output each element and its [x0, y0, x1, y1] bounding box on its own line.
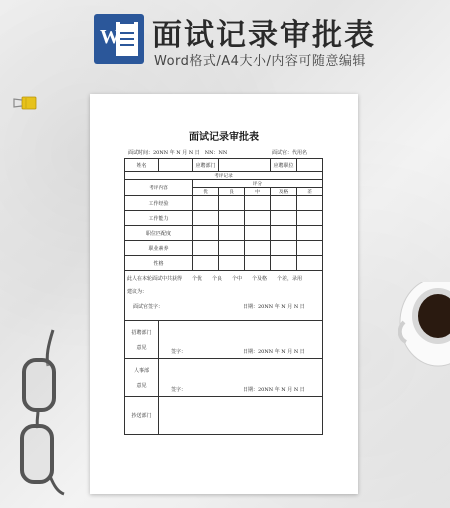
- suggestion-label: 建议为：: [127, 289, 148, 295]
- word-icon: [94, 14, 144, 64]
- score-cell[interactable]: [245, 226, 271, 241]
- criterion-professionalism: 职业素养: [125, 241, 193, 256]
- score-cell[interactable]: [219, 211, 245, 226]
- hr-date: 日期：20NN 年 N 月 N 日: [243, 387, 305, 393]
- score-cell[interactable]: [245, 211, 271, 226]
- hiring-dept-signature: 签字：: [171, 349, 187, 355]
- hiring-dept-opinion-field[interactable]: [159, 321, 323, 359]
- score-cell[interactable]: [271, 196, 297, 211]
- hiring-dept-label: 招聘部门: [131, 329, 152, 336]
- hiring-dept-opinion-label: [125, 321, 159, 359]
- score-cell[interactable]: [297, 226, 323, 241]
- eval-content-header: 考评内容: [125, 180, 193, 196]
- grade-good: 良: [219, 188, 245, 196]
- grade-excellent: 优: [193, 188, 219, 196]
- position-label: 应聘职位: [271, 159, 297, 172]
- score-cell[interactable]: [219, 256, 245, 271]
- hiring-dept-date: 日期：20NN 年 N 月 N 日: [243, 349, 305, 355]
- approval-form-table: [124, 158, 323, 435]
- position-value[interactable]: [297, 159, 323, 172]
- score-cell[interactable]: [297, 241, 323, 256]
- interviewer-sign-date: 日期：20NN 年 N 月 N 日: [243, 304, 305, 310]
- criterion-ability: 工作能力: [125, 211, 193, 226]
- score-cell[interactable]: [193, 196, 219, 211]
- score-cell[interactable]: [245, 256, 271, 271]
- criterion-experience: 工作经验: [125, 196, 193, 211]
- score-cell[interactable]: [297, 196, 323, 211]
- interview-time: 面试时间：20NN 年 N 月 N 日 NN：NN: [128, 150, 228, 156]
- score-cell[interactable]: [245, 241, 271, 256]
- hr-opinion-word: 意见: [136, 382, 147, 389]
- score-header: 评分: [193, 180, 323, 188]
- score-cell[interactable]: [219, 241, 245, 256]
- score-cell[interactable]: [219, 196, 245, 211]
- dept-value[interactable]: [219, 159, 271, 172]
- name-value[interactable]: [159, 159, 193, 172]
- name-label: 姓名: [125, 159, 159, 172]
- criterion-match: 职位匹配度: [125, 226, 193, 241]
- hr-opinion-field[interactable]: [159, 359, 323, 397]
- score-cell[interactable]: [271, 256, 297, 271]
- hiring-dept-opinion-word: 意见: [136, 344, 147, 351]
- summary-block[interactable]: [125, 271, 323, 321]
- cc-dept-label: 抄送部门: [125, 397, 159, 435]
- hr-dept-label: 人事部: [133, 367, 149, 374]
- score-cell[interactable]: [219, 226, 245, 241]
- score-cell[interactable]: [193, 226, 219, 241]
- summary-line: 此人在本轮面试中共获得 个优 个良 个中 个及格 个差，录用: [127, 276, 303, 282]
- score-cell[interactable]: [297, 256, 323, 271]
- score-cell[interactable]: [297, 211, 323, 226]
- score-cell[interactable]: [271, 226, 297, 241]
- dept-label: 应聘部门: [193, 159, 219, 172]
- binder-clip-icon: [12, 96, 42, 110]
- interviewer-name: 面试官：代用名: [272, 150, 308, 156]
- record-header: 考评记录: [125, 172, 323, 180]
- cc-dept-field[interactable]: [159, 397, 323, 435]
- page-subtitle: Word格式/A4大小/内容可随意编辑: [154, 54, 366, 69]
- score-cell[interactable]: [193, 211, 219, 226]
- score-cell[interactable]: [271, 241, 297, 256]
- coffee-cup-icon: [398, 282, 450, 382]
- grade-poor: 差: [297, 188, 323, 196]
- score-cell[interactable]: [193, 256, 219, 271]
- grade-medium: 中: [245, 188, 271, 196]
- document-title: 面试记录审批表: [189, 132, 259, 143]
- interviewer-sign-label: 面试官签字：: [133, 304, 164, 310]
- hr-opinion-label: [125, 359, 159, 397]
- criterion-personality: 性格: [125, 256, 193, 271]
- score-cell[interactable]: [193, 241, 219, 256]
- word-icon-letter: W: [100, 26, 120, 48]
- document-page: [90, 94, 358, 494]
- score-cell[interactable]: [245, 196, 271, 211]
- grade-pass: 及格: [271, 188, 297, 196]
- page-title: 面试记录审批表: [152, 18, 376, 53]
- hr-signature: 签字：: [171, 387, 187, 393]
- score-cell[interactable]: [271, 211, 297, 226]
- glasses-icon: [8, 326, 68, 496]
